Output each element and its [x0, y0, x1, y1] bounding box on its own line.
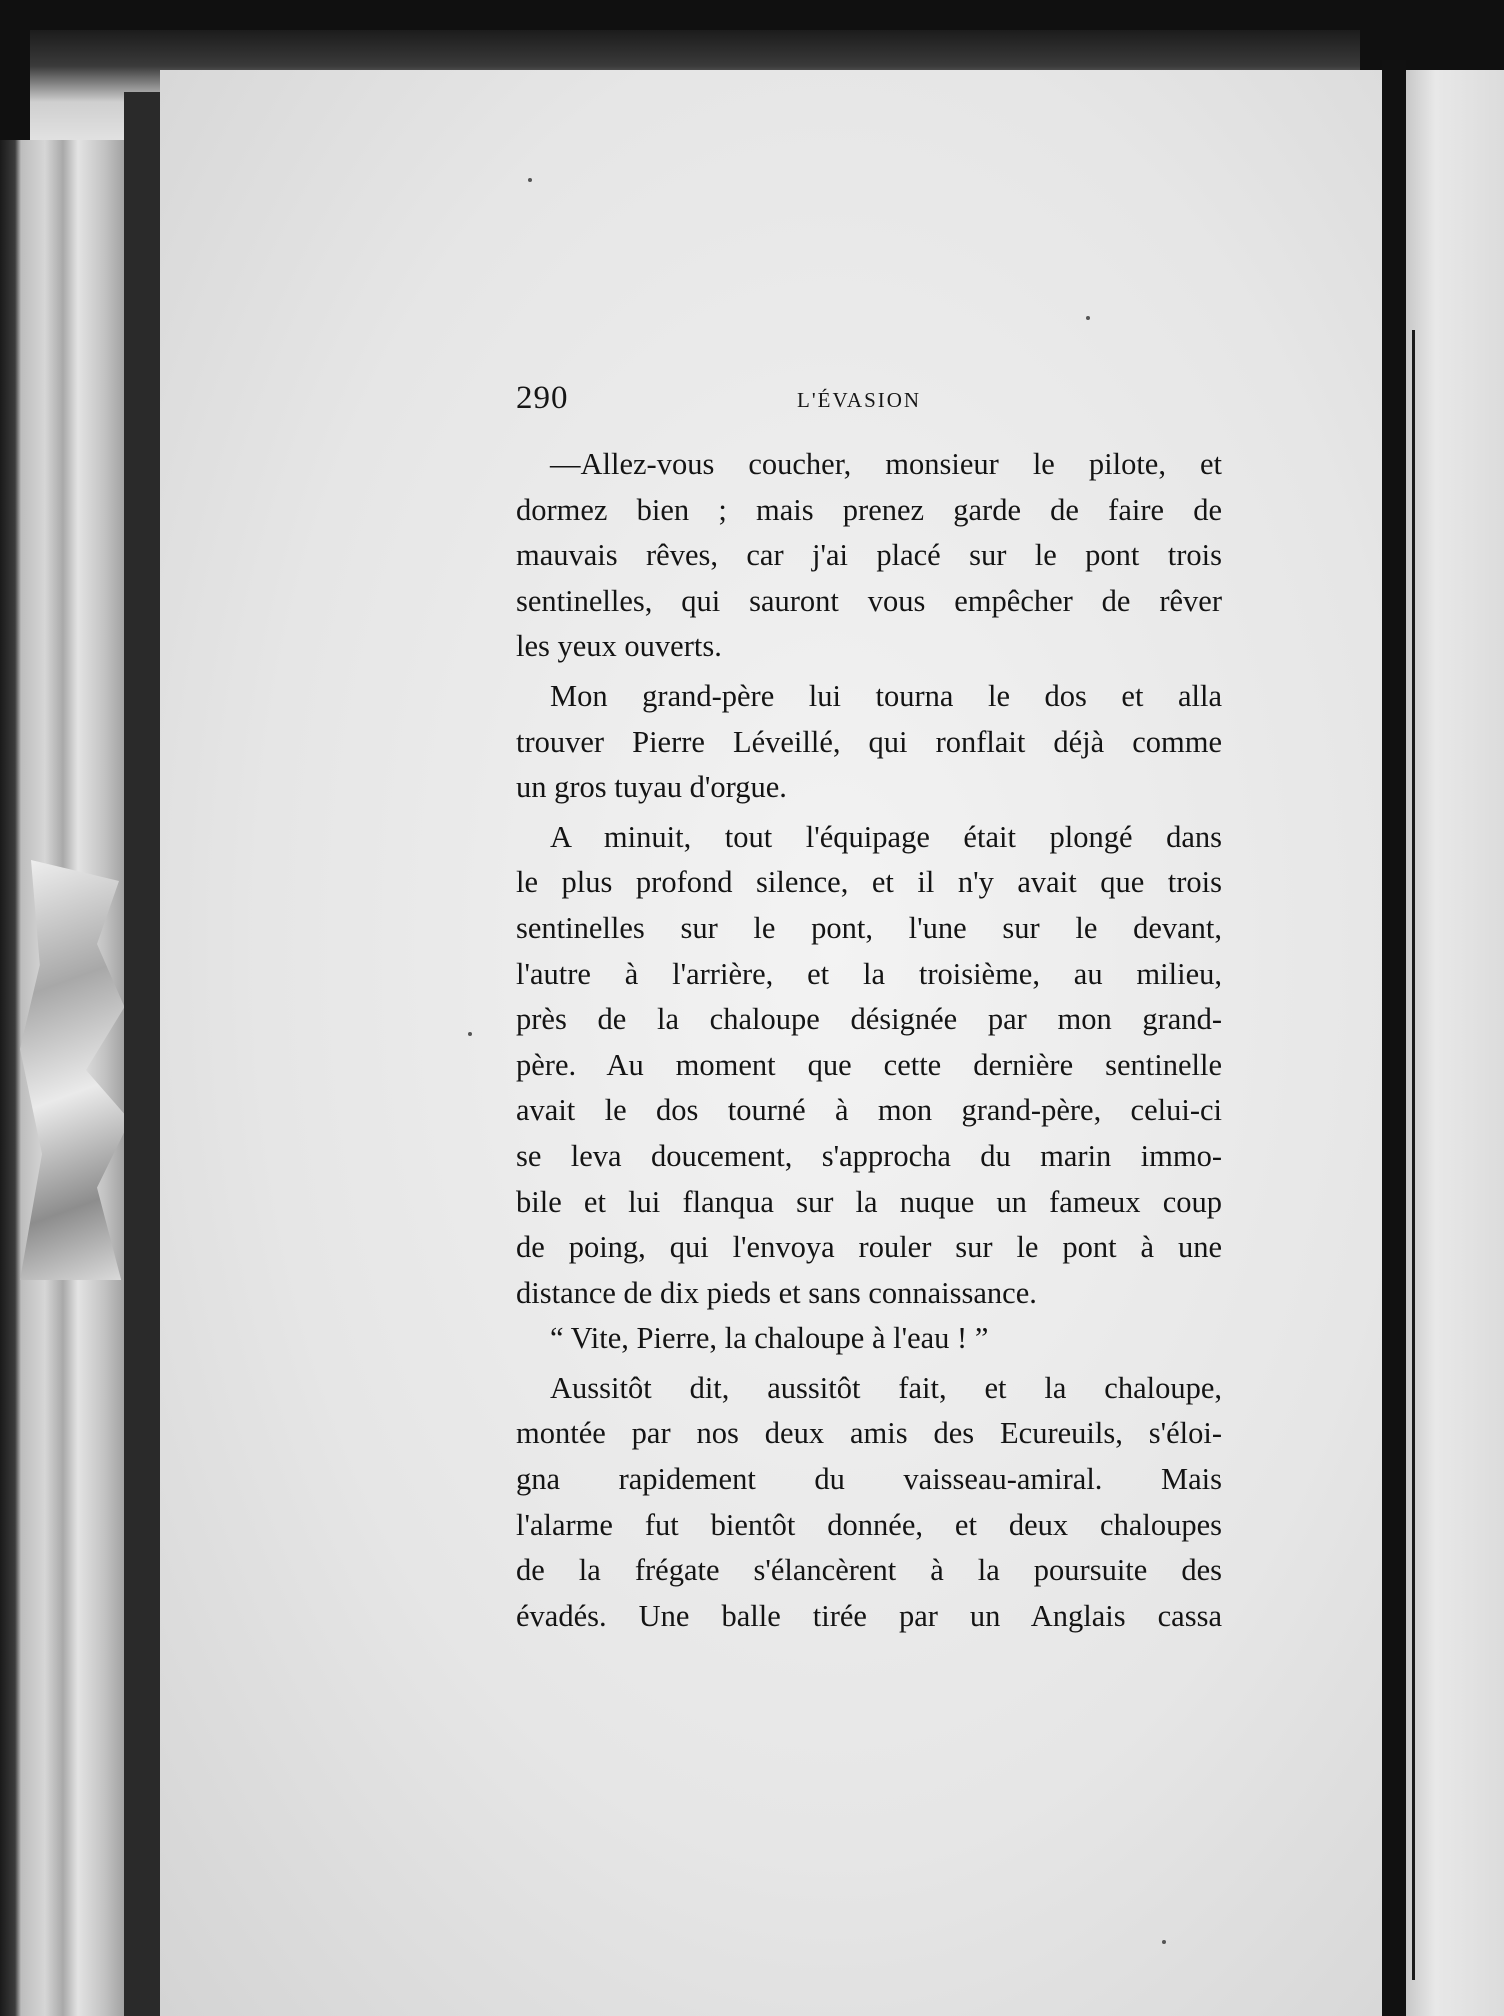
paper-speck — [468, 1032, 472, 1036]
text-line: distance de dix pieds et sans connaissance. — [516, 1275, 1037, 1310]
text-line: se leva doucement, s'approcha du marin immo- — [516, 1138, 1222, 1173]
text-line: sentinelles, qui sauront vous empêcher de rêver — [516, 583, 1222, 618]
running-head — [516, 380, 1222, 430]
text-line: avait le dos tourné à mon grand-père, celui-ci — [516, 1093, 1222, 1128]
text-line: Aussitôt dit, aussitôt fait, et la chaloupe, — [550, 1370, 1222, 1405]
text-line: un gros tuyau d'orgue. — [516, 770, 787, 805]
text-line: l'autre à l'arrière, et la troisième, au milieu, — [516, 956, 1222, 991]
facing-page-rule — [1412, 330, 1415, 1980]
paragraph — [516, 815, 1222, 1317]
text-line: bile et lui flanqua sur la nuque un fameux coup — [516, 1184, 1222, 1219]
paper-speck — [528, 178, 532, 182]
text-line: évadés. Une balle tirée par un Anglais cassa — [516, 1598, 1222, 1633]
text-line: sentinelles sur le pont, l'une sur le devant, — [516, 910, 1222, 945]
text-line: père. Au moment que cette dernière sentinelle — [516, 1047, 1222, 1082]
text-line: près de la chaloupe désignée par mon grand- — [516, 1002, 1222, 1037]
text-line: montée par nos deux amis des Ecureuils, s'éloi- — [516, 1416, 1222, 1451]
facing-page — [1406, 70, 1504, 2016]
text-line: trouver Pierre Léveillé, qui ronflait déjà comme — [516, 724, 1222, 759]
text-line: le plus profond silence, et il n'y avait que trois — [516, 865, 1222, 900]
text-line: les yeux ouverts. — [516, 629, 722, 664]
text-line: gna rapidement du vaisseau-amiral. Mais — [516, 1462, 1222, 1497]
text-line: de la frégate s'élancèrent à la poursuite des — [516, 1553, 1222, 1588]
page-number: 290 — [516, 380, 569, 416]
text-line: —Allez-vous coucher, monsieur le pilote, et — [550, 447, 1222, 481]
text-line: dormez bien ; mais prenez garde de faire de — [516, 492, 1222, 527]
text-line: l'alarme fut bientôt donnée, et deux chaloupes — [516, 1507, 1222, 1542]
paper-speck — [1086, 316, 1090, 320]
paragraph — [516, 1316, 1222, 1362]
paragraph — [516, 674, 1222, 811]
running-title: L'ÉVASION — [797, 388, 922, 412]
text-line: de poing, qui l'envoya rouler sur le pont à une — [516, 1230, 1222, 1265]
text-line: Mon grand-père lui tourna le dos et alla — [550, 678, 1222, 713]
text-line: A minuit, tout l'équipage était plongé dans — [550, 819, 1222, 854]
gutter — [1382, 60, 1406, 2016]
paragraph — [516, 442, 1222, 670]
paragraph — [516, 1366, 1222, 1640]
paper-speck — [1162, 1940, 1166, 1944]
text-line: “ Vite, Pierre, la chaloupe à l'eau ! ” — [550, 1321, 989, 1356]
text-line: mauvais rêves, car j'ai placé sur le pont trois — [516, 538, 1222, 573]
body-text — [516, 442, 1222, 1639]
